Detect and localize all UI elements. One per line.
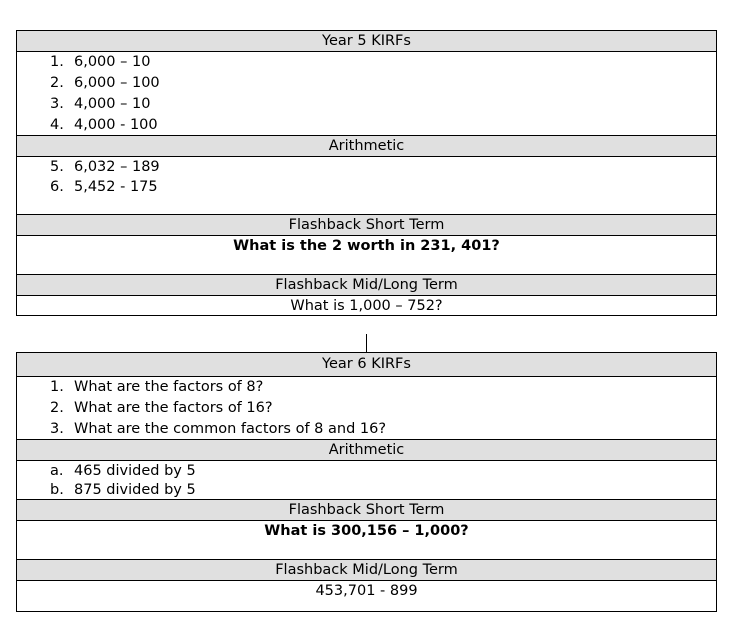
year6-short-term-question: What is 300,156 – 1,000? (17, 521, 716, 560)
item-number: 2. (50, 400, 64, 416)
item-text: 6,000 – 10 (74, 54, 151, 70)
year6-table (16, 352, 717, 612)
list-item (17, 52, 716, 73)
item-text: What are the common factors of 8 and 16? (74, 421, 387, 437)
item-text: 6,000 – 100 (74, 75, 160, 91)
year5-arithmetic-header: Arithmetic (17, 136, 716, 157)
item-number: 5. (50, 159, 64, 175)
item-number: 1. (50, 54, 64, 70)
list-item (17, 73, 716, 94)
list-item (17, 177, 716, 197)
item-text: What are the factors of 16? (74, 400, 273, 416)
year5-short-term-header: Flashback Short Term (17, 215, 716, 236)
item-text: 4,000 – 10 (74, 96, 151, 112)
year5-arithmetic-list (17, 157, 716, 215)
year6-title: Year 6 KIRFs (17, 353, 716, 377)
item-text: 875 divided by 5 (74, 482, 196, 498)
list-item (17, 157, 716, 177)
item-text: 5,452 - 175 (74, 179, 158, 195)
separator-line (366, 334, 367, 352)
year6-mid-term-question: 453,701 - 899 (315, 583, 418, 599)
item-text: 465 divided by 5 (74, 463, 196, 479)
year6-arithmetic-list (17, 461, 716, 500)
list-item (17, 481, 716, 500)
item-text: What are the factors of 8? (74, 379, 264, 395)
item-number: 1. (50, 379, 64, 395)
year5-short-term-question: What is the 2 worth in 231, 401? (17, 236, 716, 275)
list-item (17, 419, 716, 440)
year5-title: Year 5 KIRFs (17, 31, 716, 52)
item-number: b. (50, 482, 64, 498)
list-item (17, 94, 716, 115)
year5-mid-term-question: What is 1,000 – 752? (290, 298, 443, 314)
list-item (17, 461, 716, 481)
year6-arithmetic-header: Arithmetic (17, 440, 716, 461)
item-number: 3. (50, 421, 64, 437)
year6-kirf-list (17, 377, 716, 440)
year5-table (16, 30, 717, 316)
item-number: 6. (50, 179, 64, 195)
year6-mid-term-header: Flashback Mid/Long Term (17, 560, 716, 581)
item-text: 4,000 - 100 (74, 117, 158, 133)
year5-kirf-list (17, 52, 716, 136)
list-item (17, 115, 716, 136)
item-number: 3. (50, 96, 64, 112)
item-number: a. (50, 463, 64, 479)
list-item (17, 377, 716, 398)
year5-mid-term-header: Flashback Mid/Long Term (17, 275, 716, 296)
item-number: 2. (50, 75, 64, 91)
item-number: 4. (50, 117, 64, 133)
list-item (17, 398, 716, 419)
year6-short-term-header: Flashback Short Term (17, 500, 716, 521)
item-text: 6,032 – 189 (74, 159, 160, 175)
